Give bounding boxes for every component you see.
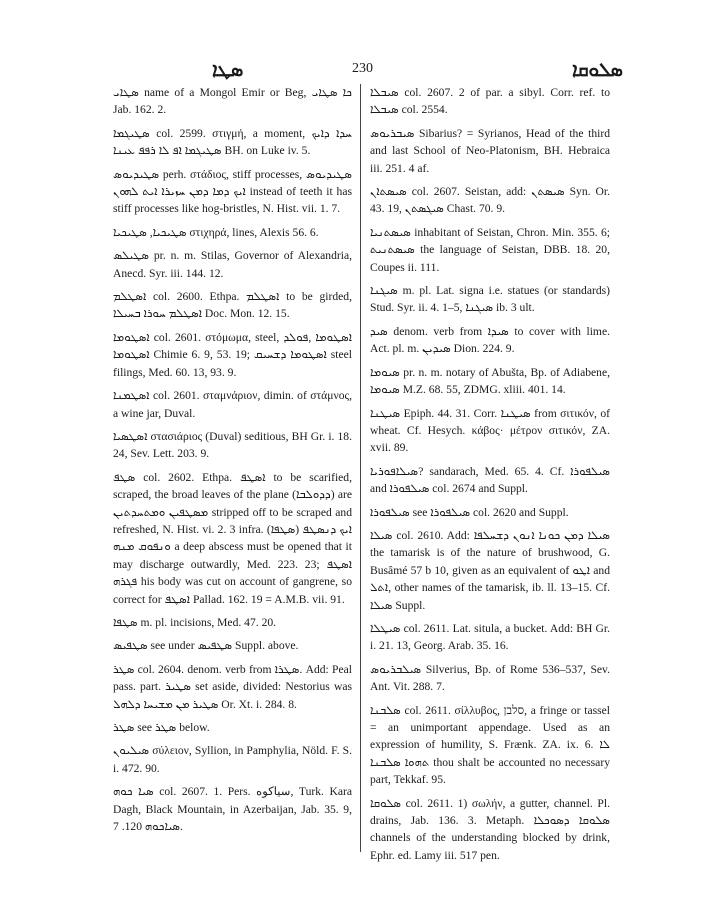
entry: ܣܛܪ see ܣܛܪ below. — [113, 721, 210, 734]
entry: ܣܝܛܢܐ Epiph. 44. 31. Corr. ܣܝܛܢܐ from σιτικόν, of wheat. Cf. Hesych. κάβος· μέτρον σιτικόν, ZA. xvii. 89. — [370, 406, 610, 455]
entry: ܣܠܒܢܐ col. 2611. σίλλυβος, סלבן, a fringe or tassel = an unimportant appendage. Used as an expression of humility, S. Frænk. ZA. ix. 6. ܠܐ ܬܗܘܐ ܣܠܒܢܐ thou shalt be accounted no necessary part, Tekkaf. 95. — [370, 703, 610, 787]
entry: ܣܛܪ col. 2604. denom. verb from ܣܛܪܐ. Add: Peal pass. part. ܣܛܝܪ set aside, divided: Nestorius was ܣܛܝܪ ܡܢ ܡܫܝܚܐ ܕܠܗܠ Or. Xt. i. 284. 8. — [113, 662, 352, 711]
entry: ܣܝܠܦܘܪܐ see ܣܝܠܦܘܪܐ col. 2620 and Suppl. — [370, 505, 569, 519]
entry: ܣܝܐ ܟܘܗ col. 2607. 1. Pers. سیاكوه, Turk. Kara Dagh, Black Mountain, in Azerbaijan, Jab. 35. 9, ܣܝܐܟܘܗ 120. 7. — [113, 785, 353, 834]
entry: ܣܛܝܠܣ pr. n. m. Stilas, Governor of Alexandria, Anecd. Syr. iii. 144. 12. — [113, 249, 352, 280]
page-header — [110, 58, 623, 84]
entry: ܣܝܕ denom. verb from ܣܝܕܐ to cover with lime. Act. pl. m. ܣܝܕܝܢ Dion. 224. 9. — [370, 324, 610, 356]
entry: ܣܛܝܓܡܐ col. 2599. στιγμή, a moment, ܚܕܐ ܕܐܝܟ ܣܛܝܓܡܐ ܐܦ ܠܐ ܪܦܦ ܥܝܢܐ BH. on Luke iv. 5. — [113, 126, 352, 158]
entry: ܣܛܝܟܝܐ, ܣܛܝܟܝܐ στιχηρά, lines, Alexis 56. 6. — [113, 225, 319, 239]
right-column — [370, 84, 610, 870]
page-number: 230 — [352, 61, 373, 76]
entry: ܣܝܣܬܐܢ col. 2607. Seistan, add: ܣܝܣܬܢ Syn. Or. 43. 19, ܣܝܓܣܬܢ Chast. 70. 9. — [370, 185, 610, 216]
entry: ܐܣܛܣܝܐ στασιάριος (Duval) seditious, BH Gr. i. 18. 24, Sev. Lett. 203. 9. — [113, 429, 352, 461]
entry: ܣܛܝܕܝܘܣ perh. στάδιος, stiff processes, ܣܛܝܕܝܘܣ ܐܝܟ ܕܡܐ ܕܡܢ ܚܙܝܪܐ ܐܝܬ ܠܗܘܢ instead of teeth it has stiff processes like hog-bristles, N. Hist. vii. 1. 7. — [113, 167, 352, 216]
entry: ܣܝܣܬܢܝܐ inhabitant of Seistan, Chron. Min. 355. 6; ܣܝܣܬܢܝܬ the language of Seistan, DBB. 18. 20, Coupes ii. 111. — [370, 225, 610, 274]
left-running-headword: ܣܛܐ — [212, 60, 244, 81]
column-divider — [360, 84, 361, 852]
entry: ܣܛܐܝ name of a Mongol Emir or Beg, ܟܐ ܣܛܐܝ Jab. 162. 2. — [113, 86, 352, 117]
right-running-headword: ܣܠܘܩܐ — [572, 60, 623, 81]
entry: ܣܛܦܐ m. pl. incisions, Med. 47. 20. — [113, 615, 277, 629]
entry: ܣܛܦ col. 2602. Ethpa. ܐܣܛܦ to be scarified, scraped, the broad leaves of the plane (ܕܕܘܠܒܐ) are ܡܣܛܦܝܢ ܘܡܬܚܕܬܝܢ stripped off to be scraped and refreshed, N. Hist. vi. 2. 3 infra. ܐܝܟ ܕܢܣܛܦ (ܣܛܦܐ) ܘܢܦܘܩ ܡܢܗ a deep abscess must be opened that it may discharge outwardly, Med. 223. 23; ܐܣܛܦ ܦܓܪܗ his body was cut on account of gangrene, so correct for ܐܣܛܦ Pallad. 162. 19 = A.M.B. vii. 91. — [113, 470, 353, 606]
entry: ܣܝܒܪܝܘܣ Sibarius? = Syrianos, Head of the third and last School of Neo-Platonism, BH. Hebraica iii. 251. 4 af. — [370, 126, 610, 175]
entry: ܣܛܦܝܣ see under ܣܛܦܝܣ Suppl. above. — [113, 639, 299, 653]
left-column — [113, 84, 352, 841]
entry: ܣܝܠܒܪܝܘܣ Silverius, Bp. of Rome 536–537, Sev. Ant. Vit. 288. 7. — [370, 662, 610, 694]
entry: ܣܝܒܠܐ col. 2607. 2 of par. a sibyl. Corr. ref. to ܣܝܒܠܐ col. 2554. — [370, 86, 610, 117]
entry: ܐܣܛܡܢܐ col. 2601. σταμνάριον, dimin. of στάμνος, a wine jar, Duval. — [113, 389, 352, 420]
entry: ܐܣܛܘܡܐ col. 2601. στόμωμα, steel, ܐܣܛܘܡܐ ,ܦܘܠܕ ܐܣܛܘܡܐ Chimie 6. 9, 53. 19; ܐܣܛܘܡܐ ܕܫܚܝܩ steel filings, Med. 60. 13, 93. 9. — [113, 330, 352, 379]
entry: ܐܣܛܠܡ col. 2600. Ethpa. ܐܣܛܠܡ to be girded, ܐܣܛܠܡ ܚܘܪܐ ܒܚܝܠܐ Doc. Mon. 12. 15. — [113, 290, 352, 321]
entry: ܣܝܓܢܐ m. pl. Lat. signa i.e. statues (or standards) Stud. Syr. ii. 4. 1–5, ܣܝܓܢܐ ib. 3 ult. — [370, 284, 610, 315]
entry: ܣܠܘܩܐ col. 2611. 1) σωλήν, a gutter, channel. Pl. drains, Jab. 136. 3. Metaph. ܣܠܘܩܐ ܕܣܘܟܠܐ channels of the understanding blocked by drink, Ephr. ed. Lamy iii. 517 pen. — [370, 796, 610, 862]
entry: ܣܝܠܝܘܢ σύλειον, Syllion, in Pamphylia, Nöld. F. S. i. 472. 90. — [113, 744, 352, 775]
entry: ܣܝܠܐܦܘܪܝܐ? sandarach, Med. 65. 4. Cf. ܣܝܠܦܘܪܐ and ܣܝܠܦܘܪܐ col. 2674 and Suppl. — [370, 464, 610, 496]
entry: ܣܝܛܠܐ col. 2611. Lat. situla, a bucket. Add: BH Gr. i. 21. 13, Georg. Arab. 35. 16. — [370, 621, 610, 653]
entry: ܣܝܠܐ col. 2610. Add: ܣܝܠܐ ܕܡܢ ܟܘܢܐ ܐܢܘܢ ܕܫܚܠܦܐ the tamarisk is of the nature of brushwood, G. Busâmé 57 b 10, given as an equivalent of ܐܛܘ and ܐܬܠ, other names of the tamarisk, ib. ll. 13–15. Cf. ܣܝܠܐ Suppl. — [370, 528, 611, 612]
entry: ܣܝܘܡܐ pr. n. m. notary of Abušta, Bp. of Adiabene, ܣܝܘܡܐ M.Z. 68. 55, ZDMG. xliii. 401. 14. — [370, 365, 610, 397]
